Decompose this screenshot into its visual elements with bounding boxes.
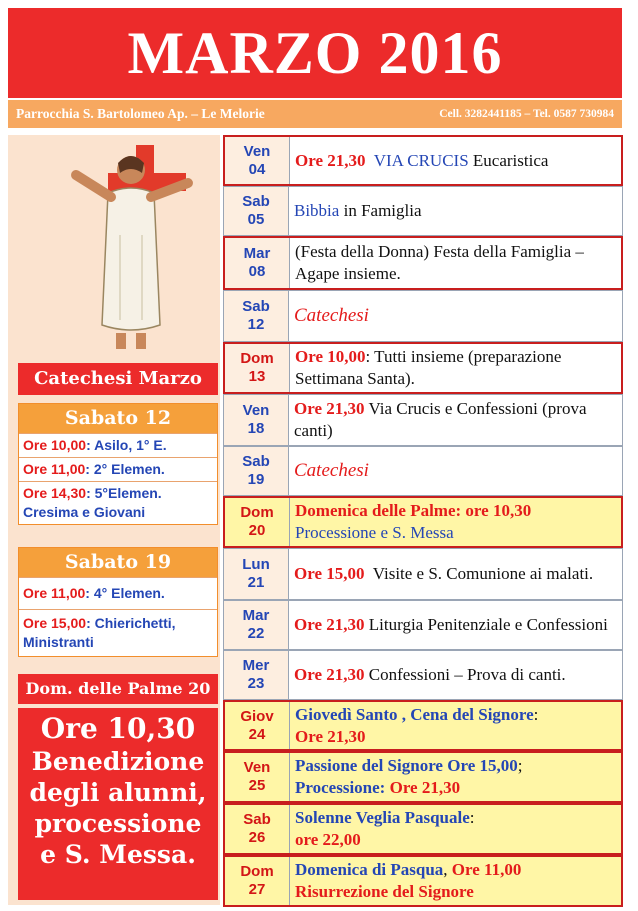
palm-line: Benedizione — [31, 747, 205, 776]
event-cell: Domenica delle Palme: ore 10,30 Processione e S. Messa — [290, 498, 621, 546]
row-time: Ore 14,30 — [23, 485, 87, 501]
row-text: Ministranti — [23, 634, 94, 650]
day-cell: Ven 18 — [224, 395, 289, 445]
event-cell: (Festa della Donna) Festa della Famiglia – Agape insieme. — [290, 238, 621, 288]
calendar-row — [223, 700, 623, 751]
palm-line: processione — [34, 809, 202, 838]
calendar-row — [223, 751, 623, 803]
parish-bar — [8, 100, 622, 128]
day-cell: Mer 23 — [224, 651, 289, 699]
day-cell: Ven 25 — [225, 753, 290, 801]
sidebar — [8, 135, 220, 905]
palm-line: degli alunni, — [29, 778, 207, 807]
palm-line: e S. Messa. — [40, 840, 196, 869]
calendar-row — [223, 803, 623, 855]
row-time: Ore 15,00 — [23, 615, 87, 631]
row-time: Ore 10,00 — [23, 437, 87, 453]
row-text: : 2° Elemen. — [85, 461, 165, 477]
parish-name: Parrocchia S. Bartolomeo Ap. – Le Melorie — [16, 106, 265, 121]
day-cell: Sab 05 — [224, 187, 289, 235]
day-cell: Sab 26 — [225, 805, 290, 853]
day-cell: Mar 22 — [224, 601, 289, 649]
day-cell: Sab 12 — [224, 291, 289, 341]
palm-sunday-title: Dom. delle Palme 20 — [18, 674, 218, 704]
tel-number: – Tel. 0587 730984 — [524, 108, 614, 120]
calendar-row — [223, 186, 623, 236]
sabato-19-box — [18, 547, 218, 657]
event-cell: Ore 10,00: Tutti insieme (preparazione Settimana Santa). — [290, 344, 621, 392]
row-text: : Asilo, 1° E. — [86, 437, 167, 453]
calendar-row — [223, 600, 623, 650]
page-title: MARZO 2016 — [8, 8, 622, 98]
row-text: Cresima e Giovani — [23, 504, 146, 520]
day-cell: Dom 13 — [225, 344, 290, 392]
row-text: : 5°Elemen. — [86, 485, 162, 501]
event-cell: Passione del Signore Ore 15,00; Processione: Ore 21,30 — [290, 753, 621, 801]
sabato-12-row — [19, 457, 217, 481]
sabato-12-row — [19, 433, 217, 457]
event-cell: Catechesi — [289, 447, 622, 495]
sabato-12-row — [19, 481, 217, 524]
event-cell: Catechesi — [289, 291, 622, 341]
day-cell: Mar 08 — [225, 238, 290, 288]
calendar-row — [223, 290, 623, 342]
day-cell: Ven 04 — [225, 137, 290, 184]
event-cell: Solenne Veglia Pasquale: ore 22,00 — [290, 805, 621, 853]
day-cell: Giov 24 — [225, 702, 290, 749]
sabato-12-title: Sabato 12 — [19, 404, 217, 433]
calendar-row — [223, 342, 623, 394]
row-time: Ore 11,00 — [23, 461, 86, 477]
event-cell: Ore 21,30 VIA CRUCIS Eucaristica — [290, 137, 621, 184]
event-cell: Ore 15,00 Visite e S. Comunione ai malati. — [289, 549, 622, 599]
catechesi-title: Catechesi Marzo — [18, 363, 218, 395]
calendar-row — [223, 446, 623, 496]
calendar-row — [223, 855, 623, 907]
sabato-19-title: Sabato 19 — [19, 548, 217, 577]
palm-sunday-box — [18, 708, 218, 900]
risen-christ-illustration — [56, 135, 206, 360]
calendar-row — [223, 548, 623, 600]
day-cell: Sab 19 — [224, 447, 289, 495]
calendar-row — [223, 135, 623, 186]
event-cell: Ore 21,30 Liturgia Penitenziale e Confessioni — [289, 601, 622, 649]
event-cell: Ore 21,30 Confessioni – Prova di canti. — [289, 651, 622, 699]
calendar-row — [223, 236, 623, 290]
event-cell: Bibbia in Famiglia — [289, 187, 622, 235]
row-text: : Chierichetti, — [86, 615, 176, 631]
day-cell: Dom 20 — [225, 498, 290, 546]
calendar-row — [223, 650, 623, 700]
calendar-row — [223, 394, 623, 446]
contact-info — [439, 100, 614, 128]
day-cell: Lun 21 — [224, 549, 289, 599]
sabato-19-row — [19, 577, 217, 609]
event-cell: Domenica di Pasqua, Ore 11,00 Risurrezione del Signore — [290, 857, 621, 905]
cell-number: Cell. 3282441185 — [439, 108, 522, 120]
sabato-19-row — [19, 609, 217, 656]
sabato-12-box — [18, 403, 218, 525]
event-cell: Giovedì Santo , Cena del Signore: Ore 21,30 — [290, 702, 621, 749]
event-cell: Ore 21,30 Via Crucis e Confessioni (prova canti) — [289, 395, 622, 445]
palm-time: Ore 10,30 — [40, 712, 196, 745]
day-cell: Dom 27 — [225, 857, 290, 905]
row-text: : 4° Elemen. — [85, 585, 165, 601]
calendar-row — [223, 496, 623, 548]
row-time: Ore 11,00 — [23, 585, 86, 601]
